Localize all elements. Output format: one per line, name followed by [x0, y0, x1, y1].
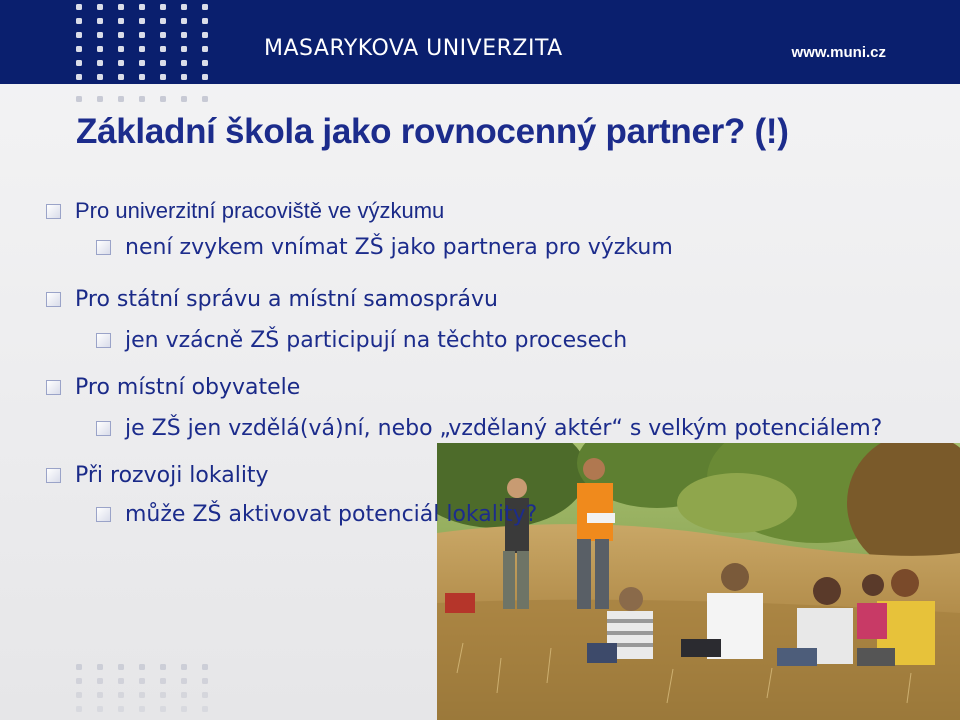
bullet-4-text: Při rozvoji lokality	[75, 463, 269, 488]
dot-pattern-logo	[0, 0, 240, 84]
dot-pattern-below-header	[0, 84, 240, 108]
bullet-2-sub-1	[96, 328, 627, 353]
bullet-2-text: Pro státní správu a místní samosprávu	[75, 287, 498, 312]
bullet-square-icon	[96, 507, 111, 522]
slide-title: Základní škola jako rovnocenný partner? (!)	[76, 112, 789, 151]
university-name: MASARYKOVA UNIVERZITA	[264, 36, 563, 61]
bullet-4-sub-1-text: může ZŠ aktivovat potenciál lokality?	[125, 502, 538, 527]
students-outdoors-photo	[437, 443, 960, 720]
bullet-square-icon	[46, 292, 61, 307]
bullet-square-icon	[46, 468, 61, 483]
website-url[interactable]: www.muni.cz	[791, 44, 886, 61]
bullet-square-icon	[96, 421, 111, 436]
header-bar	[0, 0, 960, 84]
bullet-1-sub-1-text: není zvykem vnímat ZŠ jako partnera pro výzkum	[125, 235, 673, 260]
bullet-4-sub-1	[96, 502, 537, 527]
bullet-3-sub-1-text: je ZŠ jen vzdělá(vá)ní, nebo „vzdělaný aktér“ s velkým potenciálem?	[125, 416, 883, 441]
bullet-3-text: Pro místní obyvatele	[75, 375, 301, 400]
bullet-2-sub-1-text: jen vzácně ZŠ participují na těchto procesech	[125, 328, 628, 353]
bullet-square-icon	[96, 240, 111, 255]
bullet-square-icon	[46, 380, 61, 395]
dot-pattern-bottom	[0, 660, 240, 720]
bullet-1-text: Pro univerzitní pracoviště ve výzkumu	[75, 198, 445, 223]
bullet-4	[46, 463, 269, 488]
bullet-1-sub-1	[96, 235, 673, 260]
bullet-1	[46, 198, 444, 224]
bullet-square-icon	[46, 204, 61, 219]
bullet-2	[46, 287, 498, 312]
bullet-square-icon	[96, 333, 111, 348]
bullet-3	[46, 375, 300, 400]
bullet-3-sub-1	[96, 416, 882, 441]
